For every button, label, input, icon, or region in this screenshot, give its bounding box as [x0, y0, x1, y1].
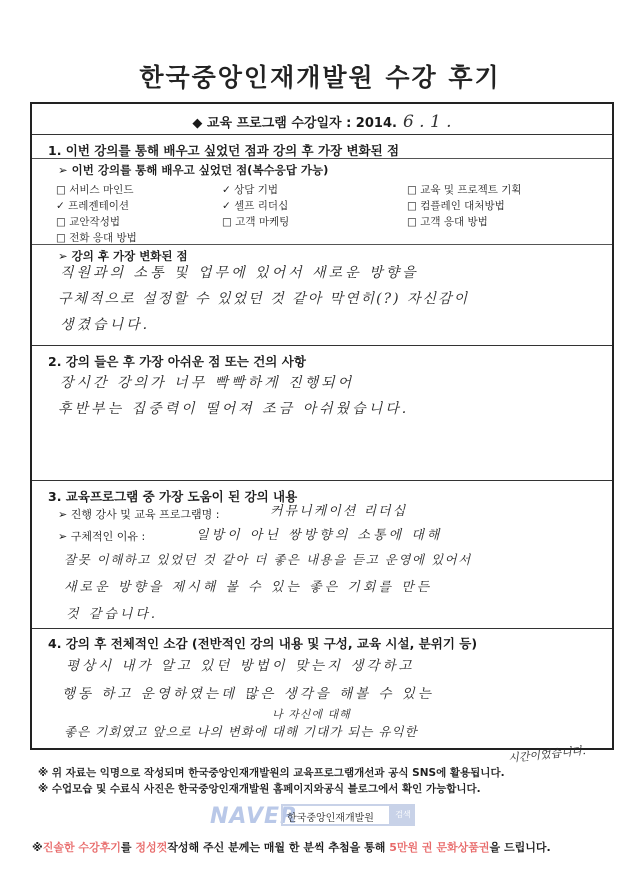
- handwritten-line: 장시간 강의가 너무 빡빡하게 진행되어: [60, 375, 355, 391]
- naver-search-button: 검색: [391, 804, 415, 826]
- option-item: □ 교육 및 프로젝트 기획: [407, 184, 522, 196]
- reason-label: ➢ 구체적인 이유 :: [58, 530, 146, 543]
- handwritten-insert: 나 자신에 대해: [272, 708, 351, 721]
- naver-search-box: 한국중앙인재개발원: [281, 804, 391, 826]
- handwritten-line: 새로운 방향을 제시해 볼 수 있는 좋은 기회를 만든: [64, 580, 433, 595]
- note-line: ※ 수업모습 및 수료식 사진은 한국중앙인재개발원 홈페이지와공식 블로그에서 확인 가능합니다.: [38, 783, 481, 795]
- handwritten-line: 일방이 아닌 쌍방향의 소통에 대해: [196, 528, 443, 543]
- option-item: □ 서비스 마인드: [56, 184, 134, 196]
- handwritten-line: 좋은 기회였고 앞으로 나의 변화에 대해 기대가 되는 유익한: [64, 724, 418, 739]
- divider: [32, 134, 612, 135]
- divider: [32, 158, 612, 159]
- naver-logo: NAVER: [210, 804, 298, 829]
- footer-notice: ※진솔한 수강후기를 정성껏작성해 주신 분께는 매월 한 분씩 추첨을 통해 5만원 권 문화상품권을 드립니다.: [32, 841, 551, 854]
- handwritten-line: 생겼습니다.: [60, 317, 151, 333]
- page-title: 한국중앙인재개발원 수강 후기: [139, 63, 501, 92]
- handwritten-line: 구체적으로 설정할 수 있었던 것 같아 막연히(?) 자신감이: [58, 291, 470, 307]
- section1-sub1: ➢ 이번 강의를 통해 배우고 싶었던 점(복수응답 가능): [58, 163, 329, 177]
- handwritten-line: 것 같습니다.: [66, 607, 159, 622]
- section2-title: 2. 강의 들은 후 가장 아쉬운 점 또는 건의 사항: [48, 354, 306, 369]
- divider: [32, 480, 612, 481]
- handwritten-line: 잘못 이해하고 있었던 것 같아 더 좋은 내용을 듣고 운영에 있어서: [64, 552, 472, 567]
- divider: [32, 244, 612, 245]
- section4-title: 4. 강의 후 전체적인 소감 (전반적인 강의 내용 및 구성, 교육 시설, 분위기 등): [48, 636, 478, 651]
- handwritten-line: 후반부는 집중력이 떨어져 조금 아쉬웠습니다.: [58, 401, 410, 417]
- section3-title: 3. 교육프로그램 중 가장 도움이 된 강의 내용: [48, 489, 298, 504]
- section1-sub2: ➢ 강의 후 가장 변화된 점: [58, 249, 188, 263]
- option-item: □ 고객 마케팅: [222, 216, 290, 228]
- option-item: □ 교안작성법: [56, 216, 120, 228]
- option-item: □ 고객 응대 방법: [407, 216, 488, 228]
- instructor-value: 커뮤니케이션 리더십: [270, 504, 408, 519]
- handwritten-line: 행동 하고 운영하였는데 많은 생각을 해볼 수 있는: [62, 686, 434, 702]
- handwritten-line: 평상시 내가 알고 있던 방법이 맞는지 생각하고: [66, 658, 415, 674]
- handwritten-line: 직원과의 소통 및 업무에 있어서 새로운 방향을: [60, 265, 419, 281]
- note-line: ※ 위 자료는 익명으로 작성되며 한국중앙인재개발원의 교육프로그램개선과 공식 SNS에 활용됩니다.: [38, 767, 505, 779]
- option-item: ✓ 프레젠테이션: [56, 200, 130, 212]
- date-label: ◆ 교육 프로그램 수강일자 : 2014.: [192, 116, 397, 131]
- option-item: ✓ 셀프 리더십: [222, 200, 289, 212]
- option-item: □ 전화 응대 방법: [56, 232, 137, 244]
- handwritten-line: 시간이었습니다.: [507, 743, 587, 766]
- divider: [32, 345, 612, 346]
- divider: [32, 628, 612, 629]
- date-row: [32, 112, 612, 132]
- option-item: ✓ 상담 기법: [222, 184, 279, 196]
- date-value: 6 . 1 .: [402, 112, 452, 132]
- option-item: □ 컴플레인 대처방법: [407, 200, 505, 212]
- section1-title: 1. 이번 강의를 통해 배우고 싶었던 점과 강의 후 가장 변화된 점: [48, 143, 400, 158]
- instructor-label: ➢ 진행 강사 및 교육 프로그램명 :: [58, 508, 220, 521]
